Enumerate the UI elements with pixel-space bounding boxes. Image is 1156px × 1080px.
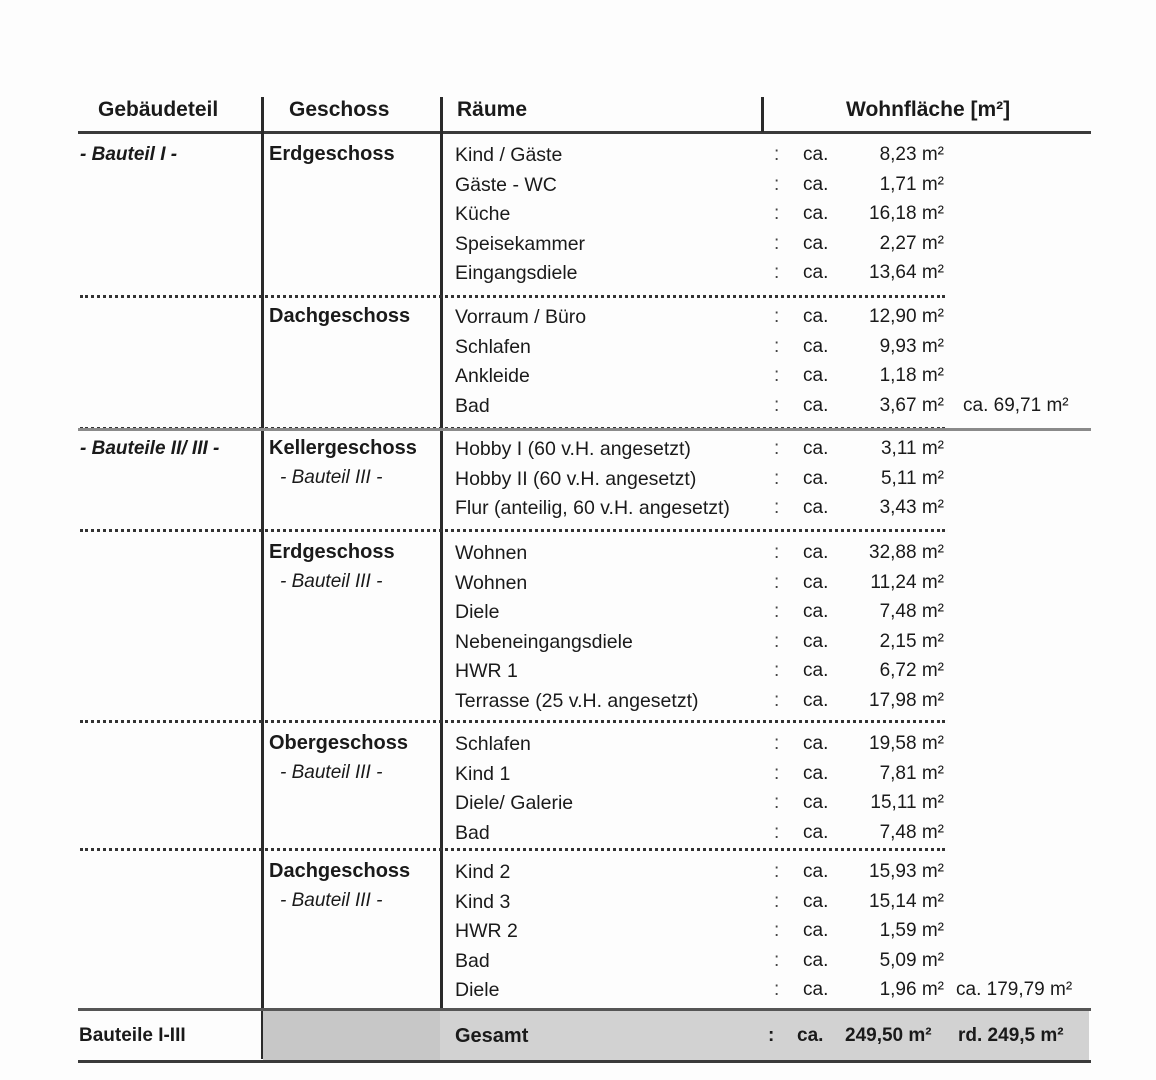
- separator-colon: :: [774, 572, 780, 593]
- floor-divider: [80, 529, 945, 532]
- geschoss-sublabel: - Bauteil III -: [280, 571, 383, 592]
- total-prefix: ca.: [797, 1025, 824, 1046]
- floor-divider: [80, 295, 945, 298]
- geschoss-sublabel: - Bauteil III -: [280, 467, 383, 488]
- separator-colon: :: [774, 233, 780, 254]
- room-name: Wohnen: [455, 572, 528, 594]
- room-area: 1,71 m²: [879, 174, 944, 195]
- separator-colon: :: [774, 203, 780, 224]
- area-prefix: ca.: [803, 336, 829, 357]
- separator-colon: :: [774, 763, 780, 784]
- room-area: 12,90 m²: [869, 306, 944, 327]
- separator-colon: :: [774, 631, 780, 652]
- room-area: 7,48 m²: [879, 601, 944, 622]
- room-area: 1,96 m²: [879, 979, 944, 1000]
- room-area: 3,43 m²: [879, 497, 944, 518]
- area-prefix: ca.: [803, 891, 829, 912]
- header-divider-area: [761, 97, 764, 132]
- geschoss-label: Dachgeschoss: [269, 860, 411, 882]
- room-area: 17,98 m²: [869, 690, 944, 711]
- area-prefix: ca.: [803, 601, 829, 622]
- room-area: 19,58 m²: [869, 733, 944, 754]
- separator-colon: :: [774, 262, 780, 283]
- room-name: Gäste - WC: [455, 174, 557, 196]
- separator-colon: :: [774, 660, 780, 681]
- area-prefix: ca.: [803, 792, 829, 813]
- room-name: Diele: [455, 979, 500, 1001]
- total-bauteil: Bauteile I-III: [79, 1025, 186, 1046]
- room-name: Schlafen: [455, 733, 531, 755]
- separator-colon: :: [774, 144, 780, 165]
- geschoss-sublabel: - Bauteil III -: [280, 762, 383, 783]
- area-prefix: ca.: [803, 861, 829, 882]
- room-name: Diele: [455, 601, 500, 623]
- bauteil-divider: [78, 428, 1091, 431]
- room-area: 11,24 m²: [870, 572, 944, 593]
- area-prefix: ca.: [803, 920, 829, 941]
- room-name: Bad: [455, 950, 490, 972]
- room-name: HWR 2: [455, 920, 518, 942]
- room-area: 15,93 m²: [869, 861, 944, 882]
- separator-colon: :: [774, 306, 780, 327]
- separator-colon: :: [774, 174, 780, 195]
- room-name: Hobby II (60 v.H. angesetzt): [455, 468, 697, 490]
- subtotal-area: ca. 69,71 m²: [963, 395, 1069, 416]
- geschoss-label: Obergeschoss: [269, 732, 408, 754]
- room-area: 3,67 m²: [879, 395, 944, 416]
- room-name: Bad: [455, 822, 490, 844]
- room-name: Küche: [455, 203, 511, 225]
- area-prefix: ca.: [803, 822, 829, 843]
- header-gebaeudeteil: Gebäudeteil: [98, 98, 219, 121]
- room-name: Kind / Gäste: [455, 144, 563, 166]
- room-name: Speisekammer: [455, 233, 586, 255]
- separator-colon: :: [774, 861, 780, 882]
- area-prefix: ca.: [803, 542, 829, 563]
- total-row-geschoss-cell: [263, 1010, 440, 1060]
- area-prefix: ca.: [803, 395, 829, 416]
- room-name: Terrasse (25 v.H. angesetzt): [455, 690, 699, 712]
- room-name: Eingangsdiele: [455, 262, 578, 284]
- room-area: 8,23 m²: [879, 144, 944, 165]
- room-area: 3,11 m²: [880, 438, 944, 459]
- area-prefix: ca.: [803, 144, 829, 165]
- room-name: Ankleide: [455, 365, 530, 387]
- header-geschoss: Geschoss: [289, 98, 390, 121]
- separator-colon: :: [774, 542, 780, 563]
- room-name: HWR 1: [455, 660, 518, 682]
- separator-colon: :: [774, 733, 780, 754]
- separator-colon: :: [774, 822, 780, 843]
- room-area: 5,09 m²: [879, 950, 944, 971]
- area-prefix: ca.: [803, 497, 829, 518]
- area-prefix: ca.: [803, 763, 829, 784]
- subtotal-area: ca. 179,79 m²: [956, 979, 1073, 1000]
- separator-colon: :: [774, 395, 780, 416]
- separator-colon: :: [774, 365, 780, 386]
- room-name: Wohnen: [455, 542, 528, 564]
- area-prefix: ca.: [803, 438, 829, 459]
- room-area: 16,18 m²: [869, 203, 944, 224]
- separator-colon: :: [774, 920, 780, 941]
- area-prefix: ca.: [803, 174, 829, 195]
- separator-colon: :: [774, 601, 780, 622]
- total-row-bottom-rule: [78, 1060, 1091, 1063]
- room-area: 9,93 m²: [879, 336, 944, 357]
- separator-colon: :: [774, 792, 780, 813]
- header-rule: [78, 131, 1091, 134]
- room-name: Bad: [455, 395, 490, 417]
- geschoss-sublabel: - Bauteil III -: [280, 890, 383, 911]
- room-area: 2,15 m²: [879, 631, 944, 652]
- column-divider-1: [261, 97, 264, 1059]
- column-divider-2: [440, 97, 443, 1059]
- separator-colon: :: [774, 468, 780, 489]
- room-area: 15,14 m²: [869, 891, 944, 912]
- area-prefix: ca.: [803, 306, 829, 327]
- floor-divider: [80, 720, 945, 723]
- total-row-top-rule: [78, 1008, 1091, 1011]
- geschoss-label: Erdgeschoss: [269, 541, 395, 563]
- area-prefix: ca.: [803, 690, 829, 711]
- room-name: Kind 3: [455, 891, 511, 913]
- bauteil-label: - Bauteile II/ III -: [80, 438, 220, 459]
- separator-colon: :: [774, 950, 780, 971]
- area-prefix: ca.: [803, 468, 829, 489]
- area-prefix: ca.: [803, 233, 829, 254]
- area-prefix: ca.: [803, 950, 829, 971]
- room-name: Hobby I (60 v.H. angesetzt): [455, 438, 691, 460]
- area-prefix: ca.: [803, 631, 829, 652]
- room-area: 1,59 m²: [879, 920, 944, 941]
- separator-colon: :: [774, 438, 780, 459]
- separator-colon: :: [774, 336, 780, 357]
- room-area: 6,72 m²: [879, 660, 944, 681]
- separator-colon: :: [774, 891, 780, 912]
- area-prefix: ca.: [803, 365, 829, 386]
- geschoss-label: Kellergeschoss: [269, 437, 417, 459]
- room-area: 1,18 m²: [879, 365, 944, 386]
- room-area: 32,88 m²: [869, 542, 944, 563]
- total-rounded: rd. 249,5 m²: [958, 1025, 1064, 1046]
- separator-colon: :: [774, 979, 780, 1000]
- room-name: Kind 1: [455, 763, 511, 785]
- floor-divider: [80, 848, 945, 851]
- room-area: 2,27 m²: [879, 233, 944, 254]
- total-area: 249,50 m²: [845, 1025, 932, 1046]
- room-name: Kind 2: [455, 861, 511, 883]
- room-name: Flur (anteilig, 60 v.H. angesetzt): [455, 497, 730, 519]
- area-prefix: ca.: [803, 262, 829, 283]
- room-area: 7,48 m²: [879, 822, 944, 843]
- room-area: 15,11 m²: [870, 792, 944, 813]
- room-name: Diele/ Galerie: [455, 792, 574, 814]
- room-area: 13,64 m²: [869, 262, 944, 283]
- total-separator: :: [768, 1025, 775, 1046]
- area-prefix: ca.: [803, 979, 829, 1000]
- area-prefix: ca.: [803, 660, 829, 681]
- area-prefix: ca.: [803, 203, 829, 224]
- room-area: 7,81 m²: [879, 763, 944, 784]
- separator-colon: :: [774, 690, 780, 711]
- geschoss-label: Erdgeschoss: [269, 143, 395, 165]
- header-wohnflaeche: Wohnfläche [m²]: [846, 98, 1011, 121]
- header-raeume: Räume: [457, 98, 528, 121]
- room-name: Nebeneingangsdiele: [455, 631, 633, 653]
- total-label: Gesamt: [455, 1025, 529, 1047]
- separator-colon: :: [774, 497, 780, 518]
- room-name: Schlafen: [455, 336, 531, 358]
- bauteil-label: - Bauteil I -: [80, 144, 178, 165]
- room-name: Vorraum / Büro: [455, 306, 587, 328]
- geschoss-label: Dachgeschoss: [269, 305, 411, 327]
- area-prefix: ca.: [803, 572, 829, 593]
- area-prefix: ca.: [803, 733, 829, 754]
- room-area: 5,11 m²: [880, 468, 944, 489]
